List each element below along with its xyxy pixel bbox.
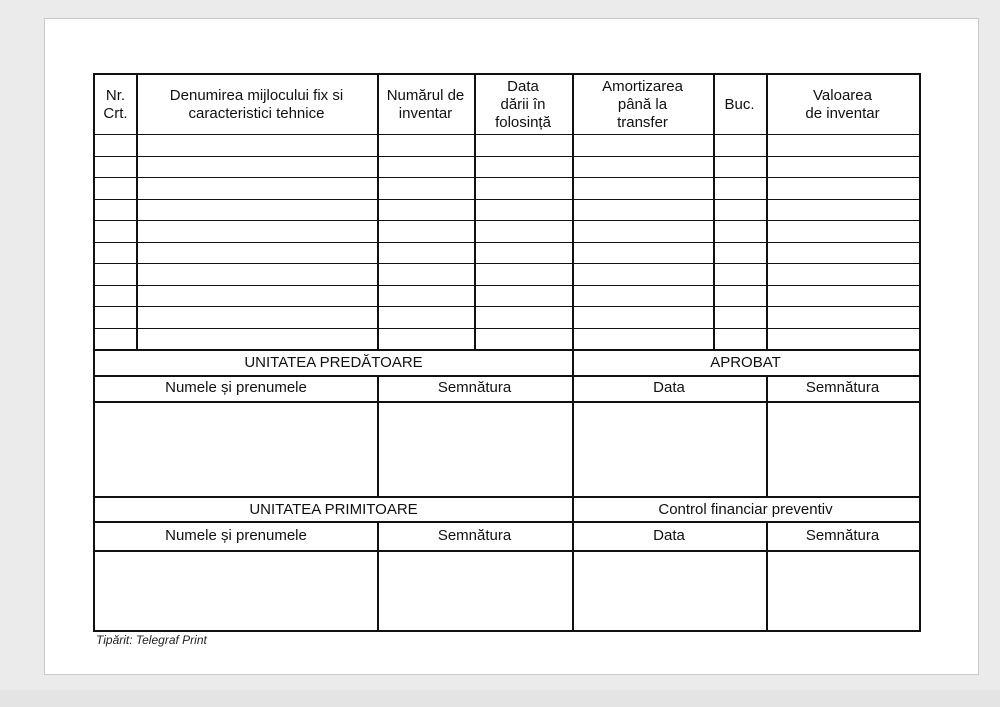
header-data-darii: Data dării în folosință [495,77,551,131]
table-row-line [95,285,919,286]
primitoare-name-label: Numele și prenumele [165,527,307,544]
header-buc: Buc. [724,95,755,113]
table-row-line [95,220,919,221]
section2-labels-bottom-line [95,550,919,552]
printer-credit: Tipărit: Telegraf Print [96,633,207,647]
header-nr-crt: Nr. Crt. [103,86,128,122]
table-row-line [95,199,919,200]
control-signature-label: Semnătura [805,527,880,544]
page-bottom-edge [0,690,1000,707]
predatoare-signature-label: Semnătura [437,379,512,396]
table-row-line [95,306,919,307]
aprobat-date-label: Data [653,379,685,396]
header-denumirea: Denumirea mijlocului fix si caracteristici tehnice [169,86,344,122]
primitoare-signature-label: Semnătura [437,527,512,544]
predatoare-name-label: Numele și prenumele [165,379,307,396]
table-header-bottom-line [95,134,919,135]
unitatea-primitoare-title: UNITATEA PRIMITOARE [249,500,418,518]
table-row-line [95,328,919,329]
aprobat-title: APROBAT [710,353,781,371]
unitatea-predatoare-title: UNITATEA PREDĂTOARE [244,353,423,371]
table-row-line [95,242,919,243]
control-date-label: Data [653,527,685,544]
section1-labels-bottom-line [95,401,919,403]
aprobat-signature-label: Semnătura [805,379,880,396]
control-financiar-title: Control financiar preventiv [658,500,833,518]
table-row-line [95,263,919,264]
table-row-line [95,177,919,178]
header-numarul-inventar: Numărul de inventar [386,86,465,122]
table-row-line [95,156,919,157]
header-amortizarea: Amortizarea până la transfer [602,77,683,131]
header-valoarea: Valoarea de inventar [805,86,880,122]
